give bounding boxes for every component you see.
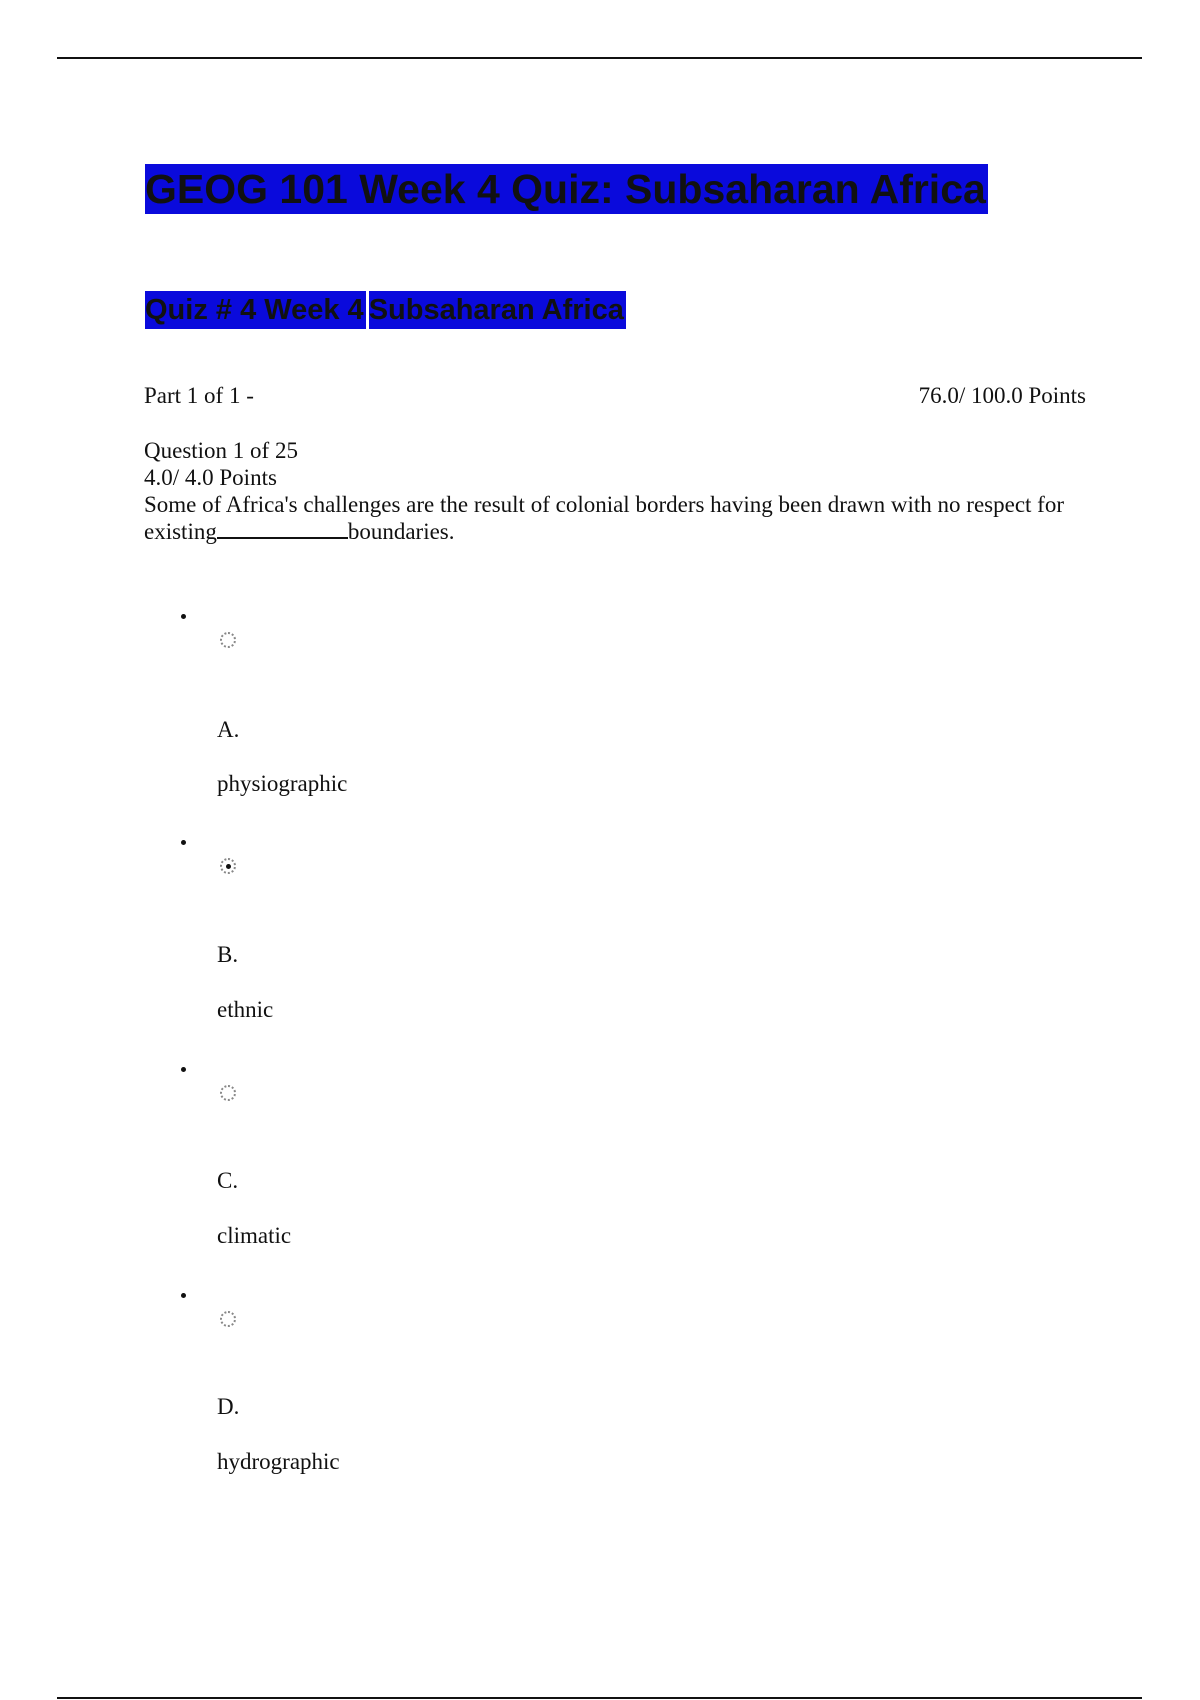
option-text: hydrographic [217,1449,340,1474]
option-letter: D. [217,1394,240,1419]
question-number: Question 1 of 25 [144,438,298,463]
bullet-icon [181,1293,186,1298]
page-title: GEOG 101 Week 4 Quiz: Subsaharan Africa [145,166,986,212]
question-block [144,437,1094,545]
radio-button-d[interactable] [220,1311,236,1327]
radio-button-b-selected[interactable] [220,858,236,874]
option-letter: B. [217,942,239,967]
option-text: ethnic [217,997,274,1022]
option-letter: C. [217,1168,239,1193]
radio-button-c[interactable] [220,1085,236,1101]
bottom-rule [57,1697,1142,1699]
subtitle-region: Subsaharan Africa [369,291,626,329]
question-text-before: Some of Africa's challenges are the result of colonial borders having been drawn with no respect for existing [144,492,1064,544]
fill-in-blank [217,519,348,539]
part-label: Part 1 of 1 - [144,383,254,408]
question-text [144,491,1094,545]
radio-button-a[interactable] [220,632,236,648]
question-text-after: boundaries. [347,519,455,544]
option-letter: A. [217,717,240,742]
option-text: physiographic [217,771,348,796]
bullet-icon [181,1067,186,1072]
quiz-subtitle [145,291,626,329]
bullet-icon [181,614,186,619]
subtitle-quiz-week: Quiz # 4 Week 4 [145,291,366,329]
bullet-icon [181,840,186,845]
question-points: 4.0/ 4.0 Points [144,465,277,490]
option-text: climatic [217,1223,292,1248]
total-points: 76.0/ 100.0 Points [918,383,1086,408]
